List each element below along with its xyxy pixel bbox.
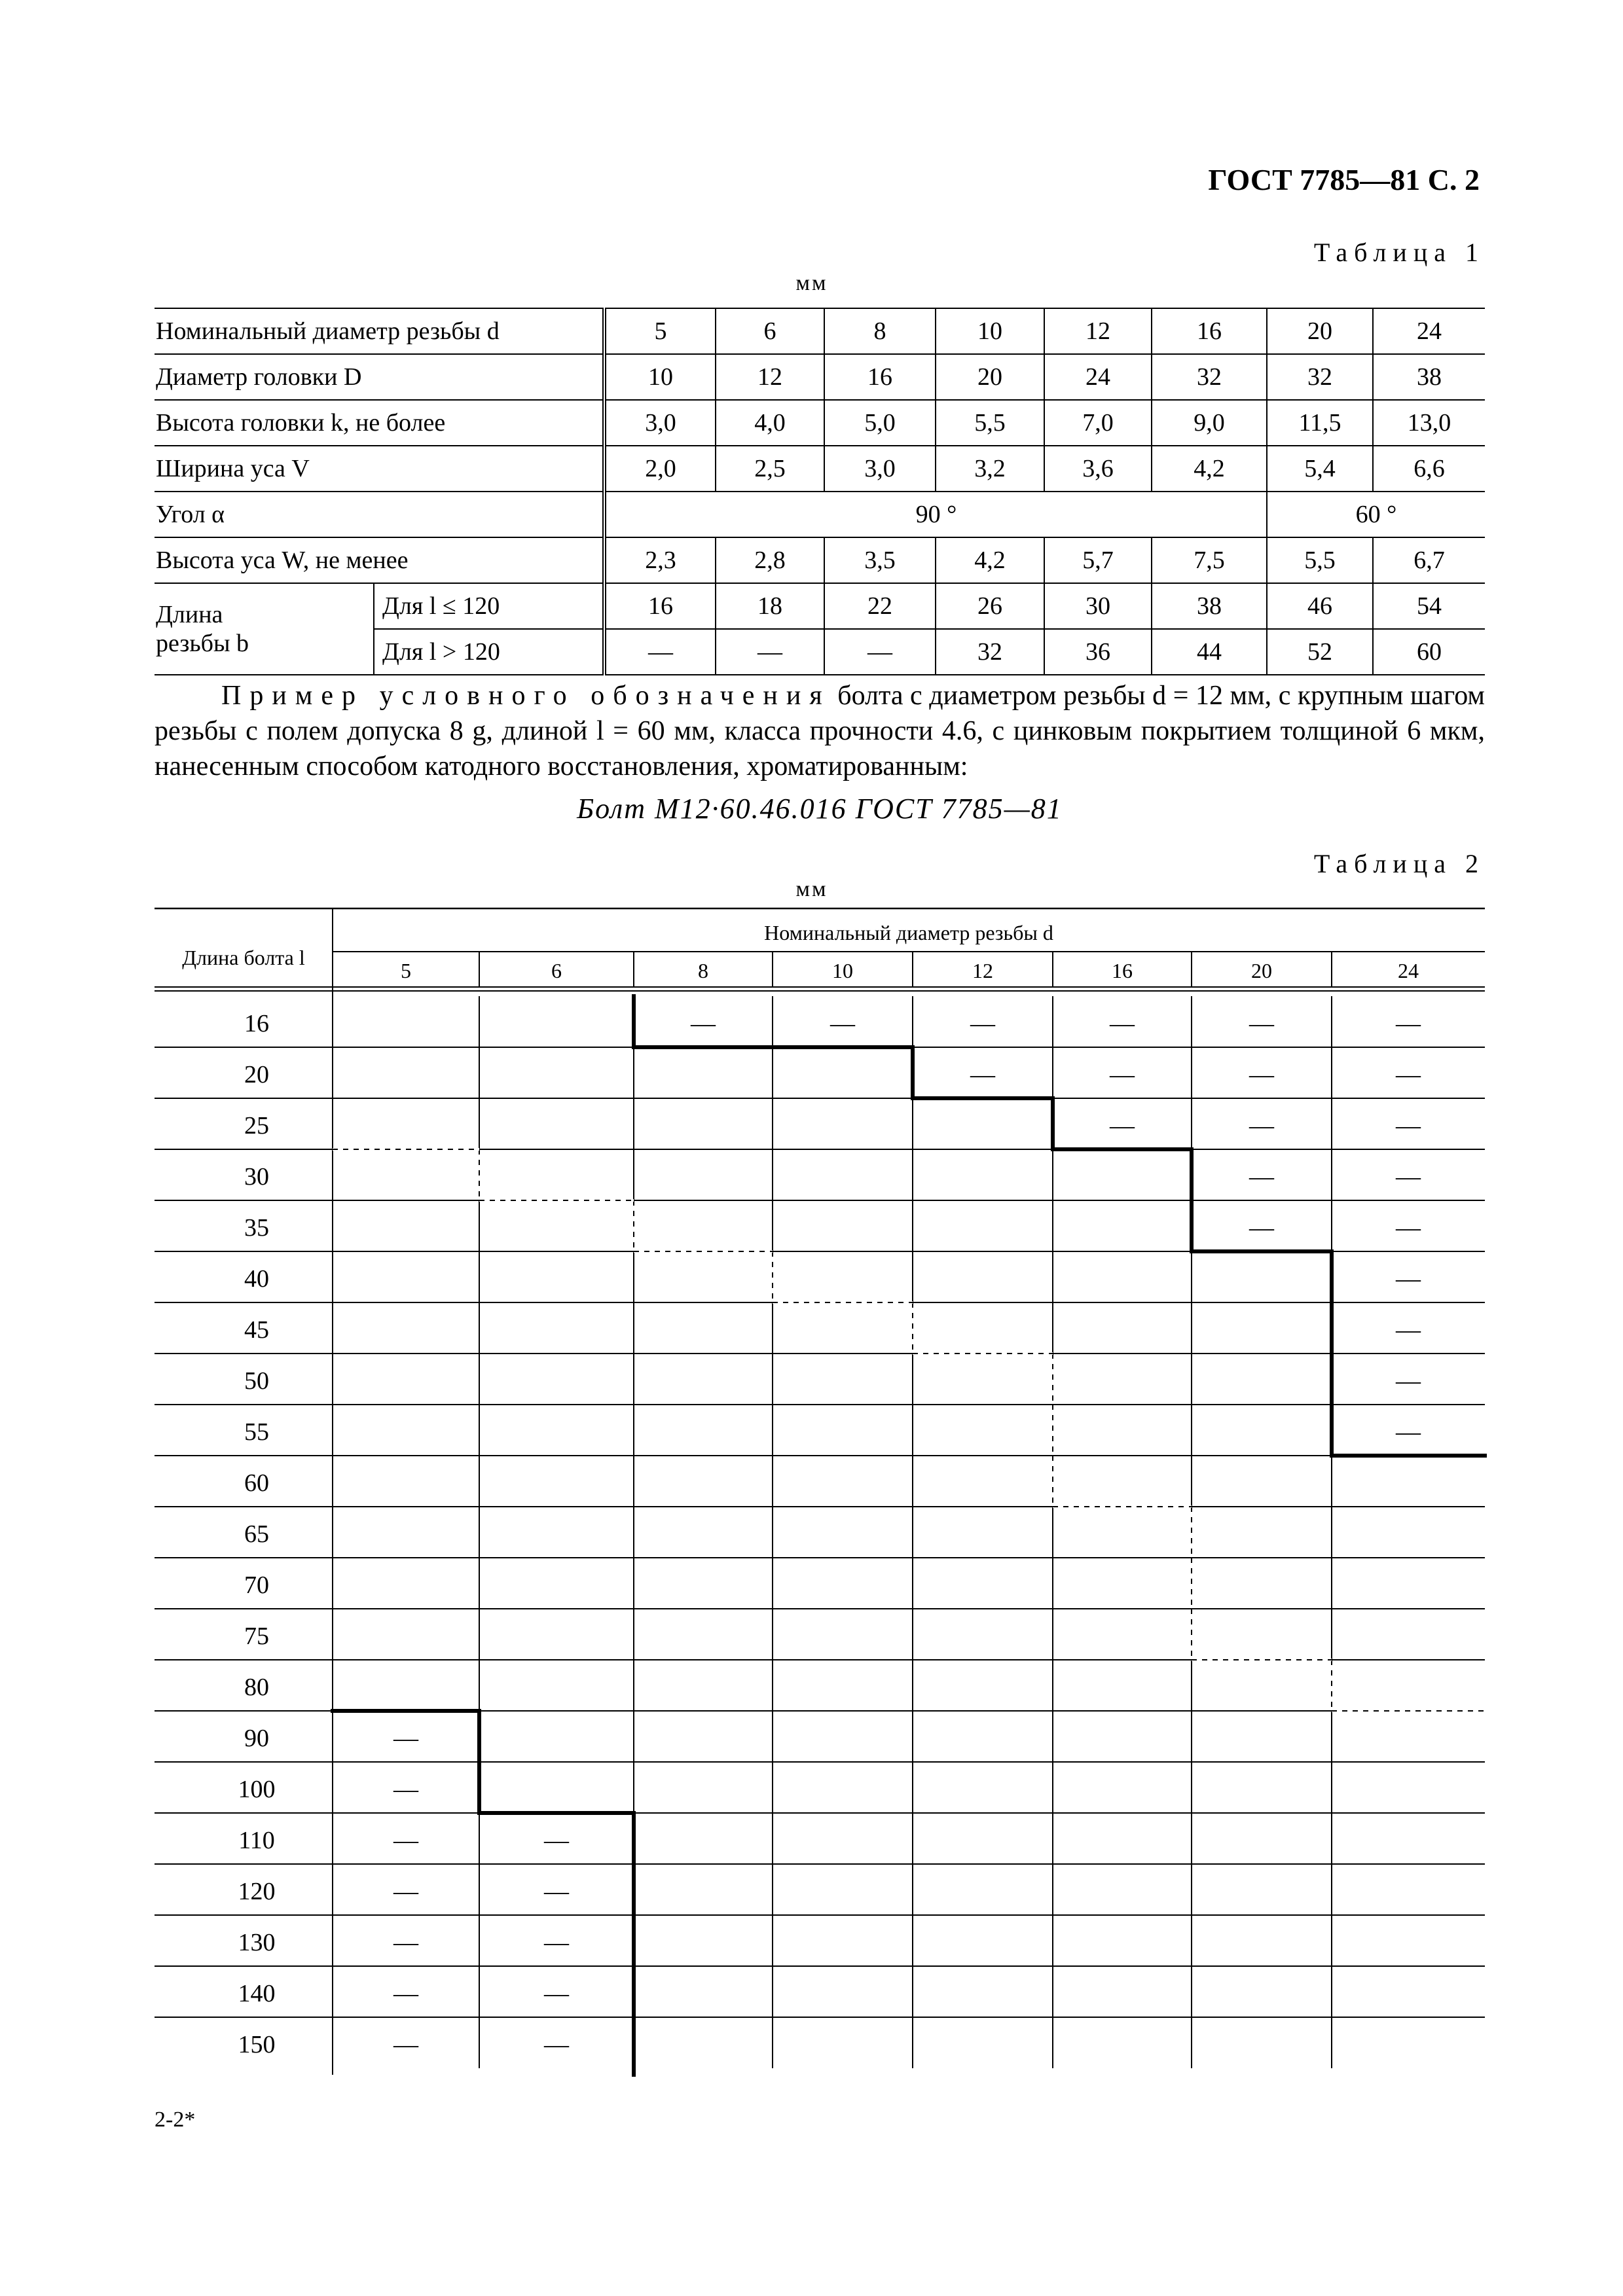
table1-cell: 32 [1152,354,1267,400]
thread-length-label-line1: Длина [156,601,223,628]
table1-cell: 10 [604,354,716,400]
table1-cell: 16 [824,354,936,400]
table1-cell: 16 [604,583,716,629]
table2-dash-cell: — [1249,1214,1274,1242]
table1-cell: 2,5 [716,446,824,492]
table1-cell: 20 [936,354,1044,400]
table1-cell: 8 [824,308,936,354]
table1-cell: 24 [1044,354,1152,400]
table1-cell: 9,0 [1152,400,1267,446]
example-designation: Болт М12·60.46.016 ГОСТ 7785—81 [577,793,1063,825]
table2-dash-cell: — [544,2031,569,2058]
table1-cell: 5,7 [1044,537,1152,583]
thread-length-sub2-label: Для l > 120 [374,629,604,675]
table2-dash-cell: — [393,1929,418,1956]
table1-cell: 16 [1152,308,1267,354]
table2-dash-cell: — [1249,1112,1274,1139]
table2-dash-cell: — [544,1929,569,1956]
table1-cell: 30 [1044,583,1152,629]
table2-dash-cell: — [393,1827,418,1854]
table2-dash-cell: — [691,1010,716,1037]
table2-dash-cell: — [393,2031,418,2058]
table1-cell: 2,3 [604,537,716,583]
table1-cell: 6 [716,308,824,354]
table2-dash-cell: — [970,1010,995,1037]
table1-cell: 18 [716,583,824,629]
table2-dash-cell: — [1110,1010,1135,1037]
table1-cell: 4,2 [1152,446,1267,492]
table1-row-label: Ширина уса V [155,446,604,492]
table2-length-label: 30 [244,1163,269,1191]
table1-cell: — [604,629,716,675]
table1-row-label: Диаметр головки D [155,354,604,400]
table2-length-label: 65 [244,1520,269,1548]
table2-length-label: 110 [238,1827,275,1854]
table2-dash-cell: — [1110,1112,1135,1139]
table1-cell: 2,0 [604,446,716,492]
table2-title: Таблица 2 [1313,849,1485,878]
table1-cell: 3,2 [936,446,1044,492]
table1-cell: 3,5 [824,537,936,583]
example-text: болта с диаметром резьбы d = 12 мм, с крупным шагом резьбы с полем допуска 8 g, длиной l = 60 мм, класса прочности 4.6, с цинковым покрытием толщиной 6 мкм, нанесенным способом катодного восстановления, хроматированным: [155,681,1485,781]
table1-cell: 7,0 [1044,400,1152,446]
table2-row-header: Длина болта l [182,946,305,969]
table1-merged-cell: 90 ° [604,492,1267,537]
table1-cell: 6,7 [1373,537,1485,583]
example-lead: Пример условного обозначения [221,681,831,711]
table2-dash-cell: — [1396,1112,1421,1139]
table2-dash-cell: — [1396,1316,1421,1344]
table2-dash-cell: — [393,1878,418,1905]
table2-dash-cell: — [1396,1214,1421,1242]
table2-length-label: 130 [238,1929,276,1956]
table2-diameter-header: 20 [1251,959,1272,982]
table1-cell: 7,5 [1152,537,1267,583]
table2-length-label: 35 [244,1214,269,1242]
table1-cell: 5,4 [1267,446,1373,492]
table1-row-label: Номинальный диаметр резьбы d [155,308,604,354]
table1-cell: 5,5 [936,400,1044,446]
table2-length-label: 80 [244,1674,269,1701]
table1-merged-cell: 60 ° [1267,492,1485,537]
table2-length-label: 60 [244,1469,269,1497]
table2-length-label: 90 [244,1725,269,1752]
table2-dash-cell: — [1249,1061,1274,1088]
table2-dash-cell: — [1249,1163,1274,1191]
table2-length-label: 150 [238,2031,276,2058]
table2-dash-cell: — [1249,1010,1274,1037]
table2-diameter-header: 12 [972,959,993,982]
table1-cell: 54 [1373,583,1485,629]
table2-dash-cell: — [393,1776,418,1803]
table2-dash-cell: — [544,1827,569,1854]
table1-cell: 6,6 [1373,446,1485,492]
table1-cell: 13,0 [1373,400,1485,446]
table1-cell: 10 [936,308,1044,354]
table2-diameter-header: 6 [551,959,562,982]
table1-cell: 20 [1267,308,1373,354]
table1-cell: 12 [1044,308,1152,354]
table2-diameter-header: 10 [832,959,853,982]
table2-length-label: 50 [244,1367,269,1395]
table1-cell: 52 [1267,629,1373,675]
table1-cell: 26 [936,583,1044,629]
table1-cell: 32 [1267,354,1373,400]
table2-dash-cell: — [1396,1061,1421,1088]
table2-dash-cell: — [544,1980,569,2007]
table1-row-label: Высота головки k, не более [155,400,604,446]
table2-diameter-header: 8 [698,959,708,982]
table1-cell: 4,2 [936,537,1044,583]
table1-cell: 5,5 [1267,537,1373,583]
table1-cell: 36 [1044,629,1152,675]
table1-cell: — [824,629,936,675]
table2-dash-cell: — [1396,1265,1421,1293]
table2-length-label: 70 [244,1571,269,1599]
table1-row-label: Угол α [155,492,604,537]
table2-unit: мм [795,877,828,901]
table1-cell: 12 [716,354,824,400]
table2-dash-cell: — [1396,1163,1421,1191]
table2-length-label: 55 [244,1418,269,1446]
table2-dash-cell: — [970,1061,995,1088]
table1-row-label: Высота уса W, не менее [155,537,604,583]
table2-col-group-header: Номинальный диаметр резьбы d [764,921,1053,944]
table2-dash-cell: — [830,1010,855,1037]
table1-cell: 4,0 [716,400,824,446]
table2-length-label: 100 [238,1776,276,1803]
table1-cell: 5 [604,308,716,354]
table2-diameter-header: 16 [1112,959,1133,982]
table2-dash-cell: — [544,1878,569,1905]
table2-length-label: 75 [244,1623,269,1650]
page-header: ГОСТ 7785—81 С. 2 [1208,163,1480,196]
table1-cell: 3,6 [1044,446,1152,492]
table2-length-label: 16 [244,1010,269,1037]
table1-cell: 24 [1373,308,1485,354]
table2-dash-cell: — [1396,1367,1421,1395]
table1-cell: 38 [1373,354,1485,400]
table1-unit: мм [795,271,828,295]
table1-title: Таблица 1 [1313,238,1485,267]
table1-cell: 3,0 [604,400,716,446]
table2-diameter-header: 5 [401,959,411,982]
thread-length-sub1-label: Для l ≤ 120 [374,583,604,629]
table2-length-label: 20 [244,1061,269,1088]
table1-cell: 60 [1373,629,1485,675]
table1-cell: 32 [936,629,1044,675]
table2-length-label: 45 [244,1316,269,1344]
table2-length-label: 140 [238,1980,276,2007]
table2-dash-cell: — [1110,1061,1135,1088]
table2-dash-cell: — [1396,1418,1421,1446]
table2-dash-cell: — [1396,1010,1421,1037]
table2-length-label: 25 [244,1112,269,1139]
table1-cell: 46 [1267,583,1373,629]
table1-cell: 2,8 [716,537,824,583]
table1-cell: 22 [824,583,936,629]
table2-dash-cell: — [393,1980,418,2007]
thread-length-label-line2: резьбы b [156,630,249,657]
table2-length-label: 120 [238,1878,276,1905]
table2-diameter-header: 24 [1398,959,1419,982]
table1-cell: 38 [1152,583,1267,629]
table1-cell: 3,0 [824,446,936,492]
page-footer: 2-2* [155,2108,196,2132]
table1-cell: 5,0 [824,400,936,446]
table1-cell: 11,5 [1267,400,1373,446]
table2-length-label: 40 [244,1265,269,1293]
table1-cell: 44 [1152,629,1267,675]
table1-cell: — [716,629,824,675]
table2-dash-cell: — [393,1725,418,1752]
